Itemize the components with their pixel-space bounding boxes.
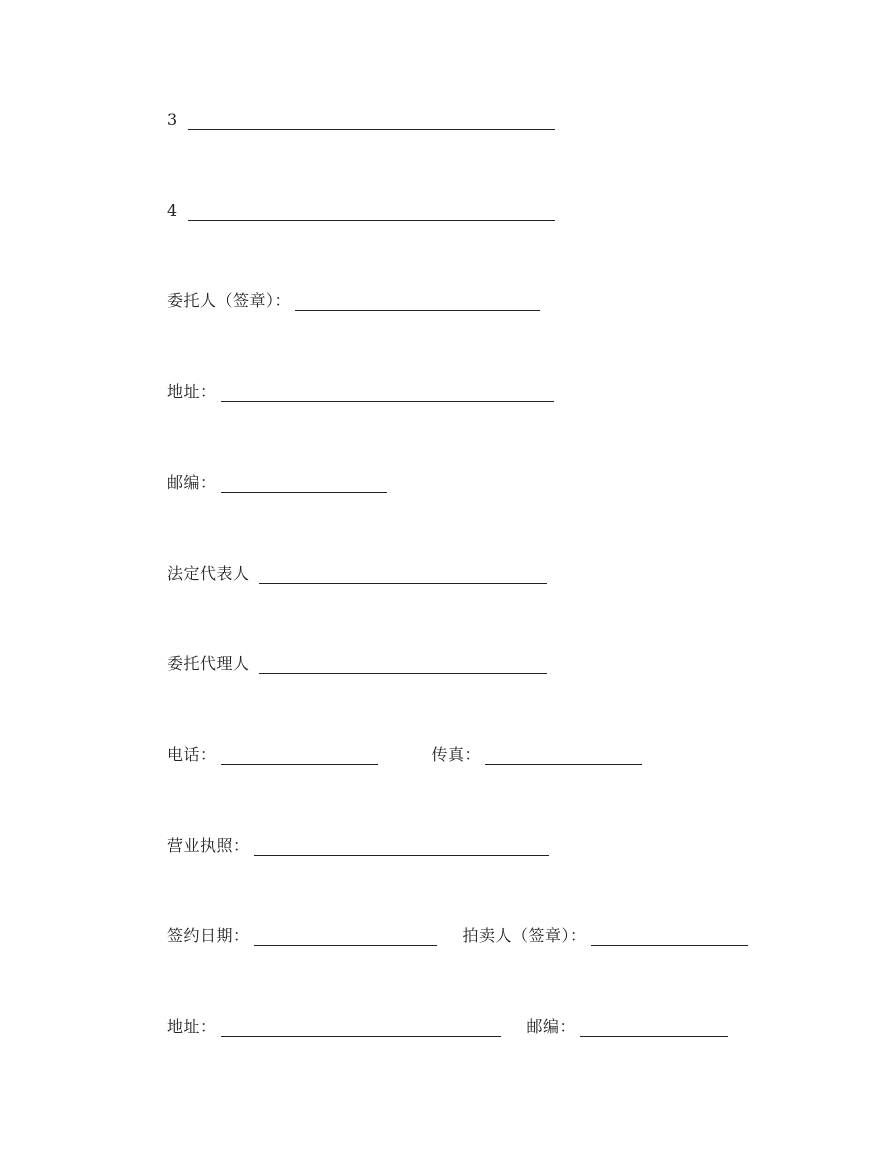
auctioneer-sign-label: 拍卖人（签章）： (462, 926, 587, 945)
address-label-1: 地址： (167, 382, 217, 401)
legal-rep-blank[interactable] (259, 565, 547, 584)
legal-rep-label: 法定代表人 (167, 564, 250, 583)
entruster-sign-blank[interactable] (295, 292, 540, 311)
license-row (167, 832, 549, 856)
item-3-row (167, 106, 555, 130)
entruster-sign-row (167, 287, 540, 311)
sign-date-blank[interactable] (254, 927, 437, 946)
address-postcode-row-2 (167, 1013, 728, 1037)
postcode-blank-1[interactable] (221, 474, 387, 493)
postcode-label-1: 邮编： (167, 473, 217, 492)
phone-label: 电话： (167, 745, 217, 764)
license-label: 营业执照： (167, 836, 250, 855)
phone-blank[interactable] (221, 746, 378, 765)
item-4-blank[interactable] (188, 202, 555, 221)
item-4-label: 4 (167, 201, 178, 220)
fax-label: 传真： (431, 745, 482, 764)
postcode-blank-2[interactable] (580, 1018, 728, 1037)
agent-blank[interactable] (259, 655, 547, 674)
entruster-sign-label: 委托人（签章）： (167, 291, 292, 310)
phone-fax-row (167, 741, 642, 765)
postcode-row-1 (167, 469, 387, 493)
sign-date-label: 签约日期： (167, 926, 250, 945)
address-blank-1[interactable] (221, 383, 554, 402)
legal-rep-row (167, 560, 547, 584)
agent-label: 委托代理人 (167, 654, 250, 673)
postcode-label-2: 邮编： (526, 1017, 577, 1036)
agent-row (167, 650, 547, 674)
item-4-row (167, 197, 555, 221)
license-blank[interactable] (254, 837, 549, 856)
item-3-blank[interactable] (188, 111, 555, 130)
address-blank-2[interactable] (221, 1018, 501, 1037)
auctioneer-sign-blank[interactable] (591, 927, 748, 946)
fax-blank[interactable] (485, 746, 642, 765)
sign-date-auctioneer-row (167, 922, 748, 946)
address-label-2: 地址： (167, 1017, 217, 1036)
item-3-label: 3 (167, 110, 178, 129)
address-row-1 (167, 378, 554, 402)
